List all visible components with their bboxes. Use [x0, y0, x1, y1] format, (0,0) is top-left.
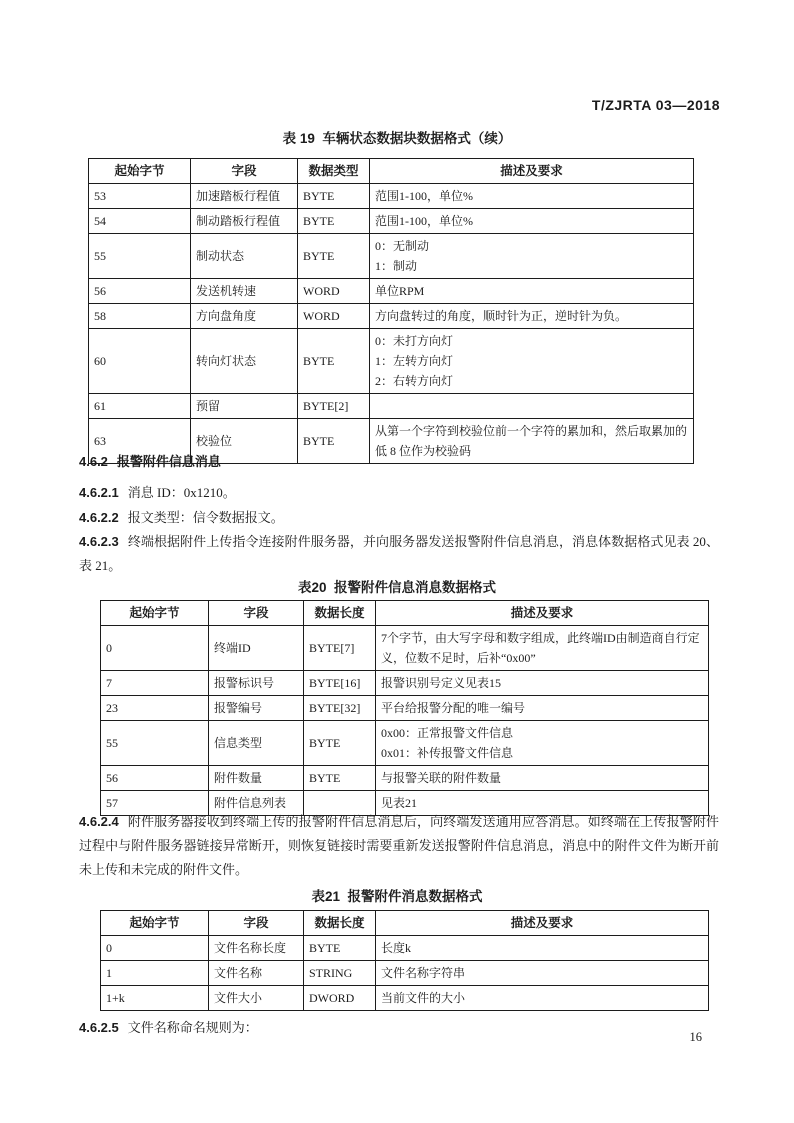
table-row: [101, 671, 709, 696]
table-cell: 转向灯状态: [191, 329, 298, 394]
table-cell: 单位RPM: [370, 279, 694, 304]
table-cell: 从第一个字符到校验位前一个字符的累加和，然后取累加的低 8 位作为校验码: [370, 419, 694, 464]
table-cell: 与报警关联的附件数量: [376, 766, 709, 791]
table-cell: 55: [89, 234, 191, 279]
column-header: 数据长度: [304, 601, 376, 626]
table-cell: 报警编号: [209, 696, 304, 721]
table-row: [101, 986, 709, 1011]
table-cell: 0：无制动 1：制动: [370, 234, 694, 279]
table-row: [89, 279, 694, 304]
table-cell: 63: [89, 419, 191, 464]
table-cell: 校验位: [191, 419, 298, 464]
column-header: 字段: [191, 159, 298, 184]
table-header-row: [89, 159, 694, 184]
table-row: [101, 961, 709, 986]
table-cell: 制动踏板行程值: [191, 209, 298, 234]
table-cell: 信息类型: [209, 721, 304, 766]
table-cell: 终端ID: [209, 626, 304, 671]
table-header-row: [101, 911, 709, 936]
table-cell: 1+k: [101, 986, 209, 1011]
table-cell: BYTE[32]: [304, 696, 376, 721]
table-cell: 23: [101, 696, 209, 721]
paragraph-4-6-2-4: [79, 810, 719, 882]
standard-number: T/ZJRTA 03—2018: [591, 97, 720, 113]
table20-caption: 表20 报警附件信息消息数据格式: [297, 580, 497, 595]
column-header: 起始字节: [101, 601, 209, 626]
table-cell: 0：未打方向灯 1：左转方向灯 2：右转方向灯: [370, 329, 694, 394]
table-cell: 文件大小: [209, 986, 304, 1011]
table-cell: BYTE: [298, 209, 370, 234]
paragraph-text: 文件名称命名规则为：: [127, 1020, 258, 1035]
section-number: 4.6.2.5: [79, 1020, 119, 1035]
table-cell: DWORD: [304, 986, 376, 1011]
table-cell: [370, 394, 694, 419]
table-cell: 61: [89, 394, 191, 419]
table-19: [88, 158, 694, 464]
table-cell: 58: [89, 304, 191, 329]
table-row: [89, 184, 694, 209]
table21-caption: 表21 报警附件消息数据格式: [311, 889, 483, 904]
section-number: 4.6.2: [79, 454, 108, 469]
table-cell: 文件名称字符串: [376, 961, 709, 986]
paragraph-text: 附件服务器接收到终端上传的报警附件信息消息后，向终端发送通用应答消息。如终端在上传报警附件过程中与附件服务器链接异常断开，则恢复链接时需要重新发送报警附件信息消息，消息中的附件文件为断开前未上传和未完成的附件文件。: [79, 814, 719, 877]
table-row: [89, 234, 694, 279]
table-20: [100, 600, 709, 816]
table-cell: 0x00：正常报警文件信息 0x01：补传报警文件信息: [376, 721, 709, 766]
table-row: [89, 304, 694, 329]
section-number: 4.6.2.4: [79, 814, 119, 829]
paragraph-text: 报文类型：信令数据报文。: [127, 510, 284, 525]
column-header: 字段: [209, 601, 304, 626]
table-cell: BYTE: [304, 721, 376, 766]
table-cell: WORD: [298, 304, 370, 329]
table-cell: BYTE: [298, 184, 370, 209]
paragraph-text: 消息 ID：0x1210。: [127, 485, 236, 500]
table-cell: 加速踏板行程值: [191, 184, 298, 209]
table-cell: 0: [101, 626, 209, 671]
table-cell: 7: [101, 671, 209, 696]
table-cell: 60: [89, 329, 191, 394]
table-cell: 制动状态: [191, 234, 298, 279]
table-cell: WORD: [298, 279, 370, 304]
table-cell: 附件数量: [209, 766, 304, 791]
table-cell: 文件名称长度: [209, 936, 304, 961]
table-cell: 当前文件的大小: [376, 986, 709, 1011]
table-cell: 预留: [191, 394, 298, 419]
table-cell: 文件名称: [209, 961, 304, 986]
column-header: 描述及要求: [370, 159, 694, 184]
paragraph-4-6-2-1: [79, 481, 719, 505]
table-cell: BYTE: [304, 936, 376, 961]
table-cell: BYTE[7]: [304, 626, 376, 671]
table-cell: 方向盘转过的角度，顺时针为正，逆时针为负。: [370, 304, 694, 329]
table-row: [101, 936, 709, 961]
table-cell: 方向盘角度: [191, 304, 298, 329]
table-row: [101, 766, 709, 791]
table-cell: 范围1-100，单位%: [370, 209, 694, 234]
table-cell: 报警识别号定义见表15: [376, 671, 709, 696]
paragraph-4-6-2-3: [79, 530, 719, 578]
table19-caption: 表 19 车辆状态数据块数据格式（续）: [282, 131, 512, 146]
section-heading-4-6-2: [79, 450, 719, 474]
column-header: 描述及要求: [376, 911, 709, 936]
table-cell: BYTE: [298, 329, 370, 394]
column-header: 字段: [209, 911, 304, 936]
table-cell: BYTE[16]: [304, 671, 376, 696]
table-cell: 0: [101, 936, 209, 961]
table-row: [101, 696, 709, 721]
table-cell: 附件信息列表: [209, 791, 304, 816]
table-row: [89, 329, 694, 394]
page-number: 16: [689, 1030, 702, 1044]
table-cell: 发送机转速: [191, 279, 298, 304]
table-cell: 报警标识号: [209, 671, 304, 696]
column-header: 描述及要求: [376, 601, 709, 626]
table-cell: BYTE: [298, 234, 370, 279]
table-cell: BYTE[2]: [298, 394, 370, 419]
table-cell: 56: [101, 766, 209, 791]
column-header: 数据类型: [298, 159, 370, 184]
section-number: 4.6.2.3: [79, 534, 119, 549]
table-row: [101, 721, 709, 766]
table-cell: BYTE: [304, 766, 376, 791]
table-cell: STRING: [304, 961, 376, 986]
table-cell: 57: [101, 791, 209, 816]
column-header: 数据长度: [304, 911, 376, 936]
column-header: 起始字节: [101, 911, 209, 936]
table-cell: 长度k: [376, 936, 709, 961]
table-cell: 53: [89, 184, 191, 209]
table-row: [89, 394, 694, 419]
table-row: [101, 626, 709, 671]
table-cell: BYTE: [298, 419, 370, 464]
section-heading-text: 报警附件信息消息: [116, 454, 221, 469]
section-number: 4.6.2.2: [79, 510, 119, 525]
table-cell: 56: [89, 279, 191, 304]
paragraph-text: 终端根据附件上传指令连接附件服务器，并向服务器发送报警附件信息消息，消息体数据格式见表 20、表 21。: [79, 534, 719, 573]
table-cell: 7个字节，由大写字母和数字组成，此终端ID由制造商自行定义，位数不足时，后补“0x00”: [376, 626, 709, 671]
paragraph-4-6-2-2: [79, 506, 719, 530]
table-cell: 55: [101, 721, 209, 766]
table-21: [100, 910, 709, 1011]
table-cell: 平台给报警分配的唯一编号: [376, 696, 709, 721]
column-header: 起始字节: [89, 159, 191, 184]
table-cell: 范围1-100，单位%: [370, 184, 694, 209]
table-row: [89, 209, 694, 234]
table-cell: 见表21: [376, 791, 709, 816]
table-header-row: [101, 601, 709, 626]
paragraph-4-6-2-5: [79, 1016, 719, 1040]
section-number: 4.6.2.1: [79, 485, 119, 500]
table-cell: 54: [89, 209, 191, 234]
table-cell: 1: [101, 961, 209, 986]
